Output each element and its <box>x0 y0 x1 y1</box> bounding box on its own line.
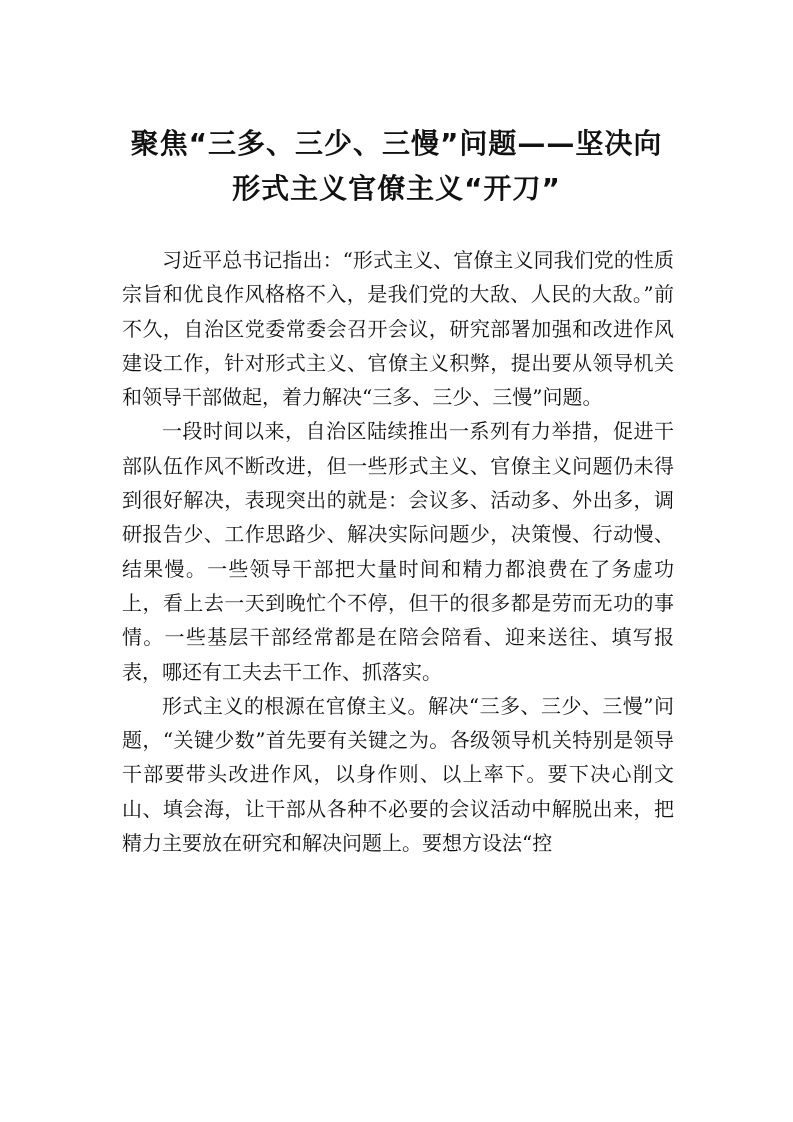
paragraph-2: 一段时间以来，自治区陆续推出一系列有力举措，促进干部队伍作风不断改进，但一些形式主义、官僚主义问题仍未得到很好解决，表现突出的就是：会议多、活动多、外出多，调研报告少、工作思路少、解决实际问题少，决策慢、行动慢、结果慢。一些领导干部把大量时间和精力都浪费在了务虚功上，看上去一天到晚忙个不停，但干的很多都是劳而无功的事情。一些基层干部经常都是在陪会陪看、迎来送往、填写报表，哪还有工夫去干工作、抓落实。 <box>122 419 674 684</box>
paragraph-1: 习近平总书记指出：“形式主义、官僚主义同我们党的性质宗旨和优良作风格格不入，是我们党的大敌、人民的大敌。”前不久，自治区党委常委会召开会议，研究部署加强和改进作风建设工作，针对形式主义、官僚主义积弊，提出要从领导机关和领导干部做起，着力解决“三多、三少、三慢”问题。 <box>122 248 674 410</box>
document-title-line-1: 聚焦“三多、三少、三慢”问题——坚决向 <box>130 127 663 160</box>
document-title-line-2: 形式主义官僚主义“开刀” <box>232 172 561 205</box>
paragraph-3: 形式主义的根源在官僚主义。解决“三多、三少、三慢”问题，“关键少数”首先要有关键之为。各级领导机关特别是领导干部要带头改进作风，以身作则、以上率下。要下决心削文山、填会海，让干部从各种不必要的会议活动中解脱出来，把精力主要放在研究和解决问题上。要想方设法“控 <box>122 693 674 856</box>
document-body <box>122 243 674 860</box>
